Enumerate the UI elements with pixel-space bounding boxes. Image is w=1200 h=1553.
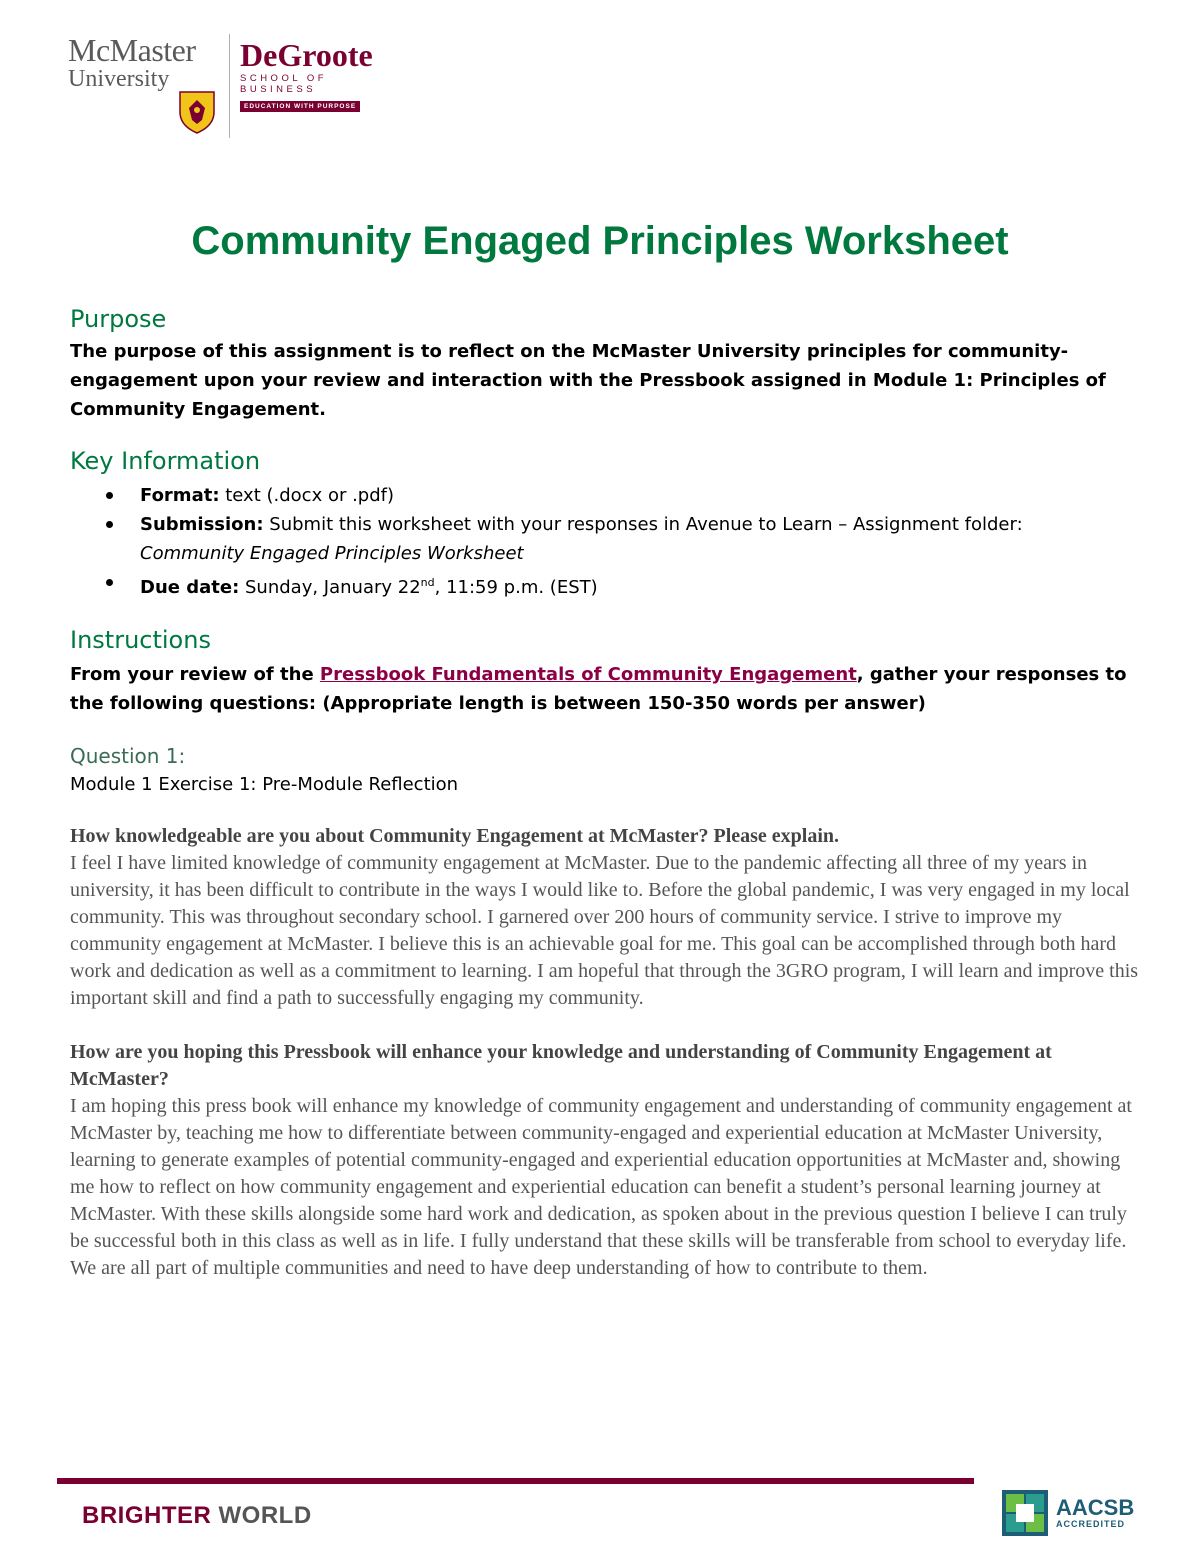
aacsb-icon xyxy=(1002,1490,1048,1536)
aacsb-name: AACSB xyxy=(1056,1495,1135,1520)
instructions-heading: Instructions xyxy=(70,626,211,654)
list-item: Due date: Sunday, January 22nd, 11:59 p.m. (EST) xyxy=(70,568,1140,602)
question-1-heading: Question 1: xyxy=(70,744,186,768)
purpose-heading: Purpose xyxy=(70,305,167,333)
question-1-subheading: Module 1 Exercise 1: Pre-Module Reflection xyxy=(70,774,459,795)
list-item: Format: text (.docx or .pdf) xyxy=(70,481,1140,510)
purpose-text-plain: The purpose of this assignment is to reflect on the McMaster University principles for community-engagement upon your review and interaction with the Pressbook assigned in xyxy=(70,341,1069,391)
question-1a: How knowledgeable are you about Community Engagement at McMaster? Please explain. xyxy=(70,825,840,847)
mcmaster-crest-icon xyxy=(178,90,216,134)
page-title: Community Engaged Principles Worksheet xyxy=(191,219,1009,263)
key-info-heading: Key Information xyxy=(70,447,261,475)
mcmaster-name: McMaster xyxy=(68,32,196,68)
answer-1b: I am hoping this press book will enhance my knowledge of community engagement and understanding of community engagement at McMaster by, teaching me how to differentiate between community-engaged and experiential education at McMaster University, learning to generate examples of potential community-engaged and experiential education opportunities at McMaster and, showing me how to reflect on how community engagement and experiential education can benefit a student’s personal learning journey at McMaster. With these skills alongside some hard work and dedication, as spoken about in the previous question I believe I can truly be successful both in this class as well as in life. I fully understand that these skills will be transferable from school to everyday life. We are all part of multiple communities and need to have deep understanding of how to contribute to them. xyxy=(70,1095,1132,1279)
degroote-school: SCHOOL OF BUSINESS xyxy=(240,73,328,95)
mcmaster-university: University xyxy=(68,66,170,92)
mcmaster-logo xyxy=(68,34,196,92)
degroote-logo xyxy=(240,38,373,113)
key-info-list xyxy=(70,481,1140,602)
degroote-name: DeGroote xyxy=(240,37,373,73)
list-item: Submission: Submit this worksheet with your responses in Avenue to Learn – Assignment folder: Community Engaged Principles Worksheet xyxy=(70,510,1140,568)
purpose-text xyxy=(70,337,1140,424)
logo-divider xyxy=(229,34,230,138)
footer-rule xyxy=(57,1478,974,1484)
instructions-text: From your review of the Pressbook Fundamentals of Community Engagement, gather your responses to the following questions: (Appropriate length is between 150-350 words per answer) xyxy=(70,664,1127,714)
brighter-world-logo: BRIGHTER WORLD xyxy=(82,1502,312,1529)
document-body xyxy=(70,303,1140,1282)
pressbook-link[interactable]: Pressbook Fundamentals of Community Engagement xyxy=(319,664,857,685)
question-1b: How are you hoping this Pressbook will enhance your knowledge and understanding of Community Engagement at McMaster? xyxy=(70,1041,1052,1090)
degroote-tagline: EDUCATION WITH PURPOSE xyxy=(240,101,360,112)
header-logos xyxy=(68,32,373,139)
aacsb-logo xyxy=(1002,1490,1134,1536)
aacsb-accredited: ACCREDITED xyxy=(1056,1519,1126,1529)
purpose-text-bold: Module 1: Principles of Community Engagement. xyxy=(70,370,1106,420)
answer-1a: I feel I have limited knowledge of community engagement at McMaster. Due to the pandemic affecting all three of my years in university, it has been difficult to contribute in the ways I would like to. Before the global pandemic, I was very engaged in my local community. This was throughout secondary school. I garnered over 200 hours of community service. I strive to improve my community engagement at McMaster. I believe this is an achievable goal for me. This goal can be accomplished through both hard work and dedication as well as a commitment to learning. I am hopeful that through the 3GRO program, I will learn and improve this important skill and find a path to successfully engaging my community. xyxy=(70,852,1139,1009)
